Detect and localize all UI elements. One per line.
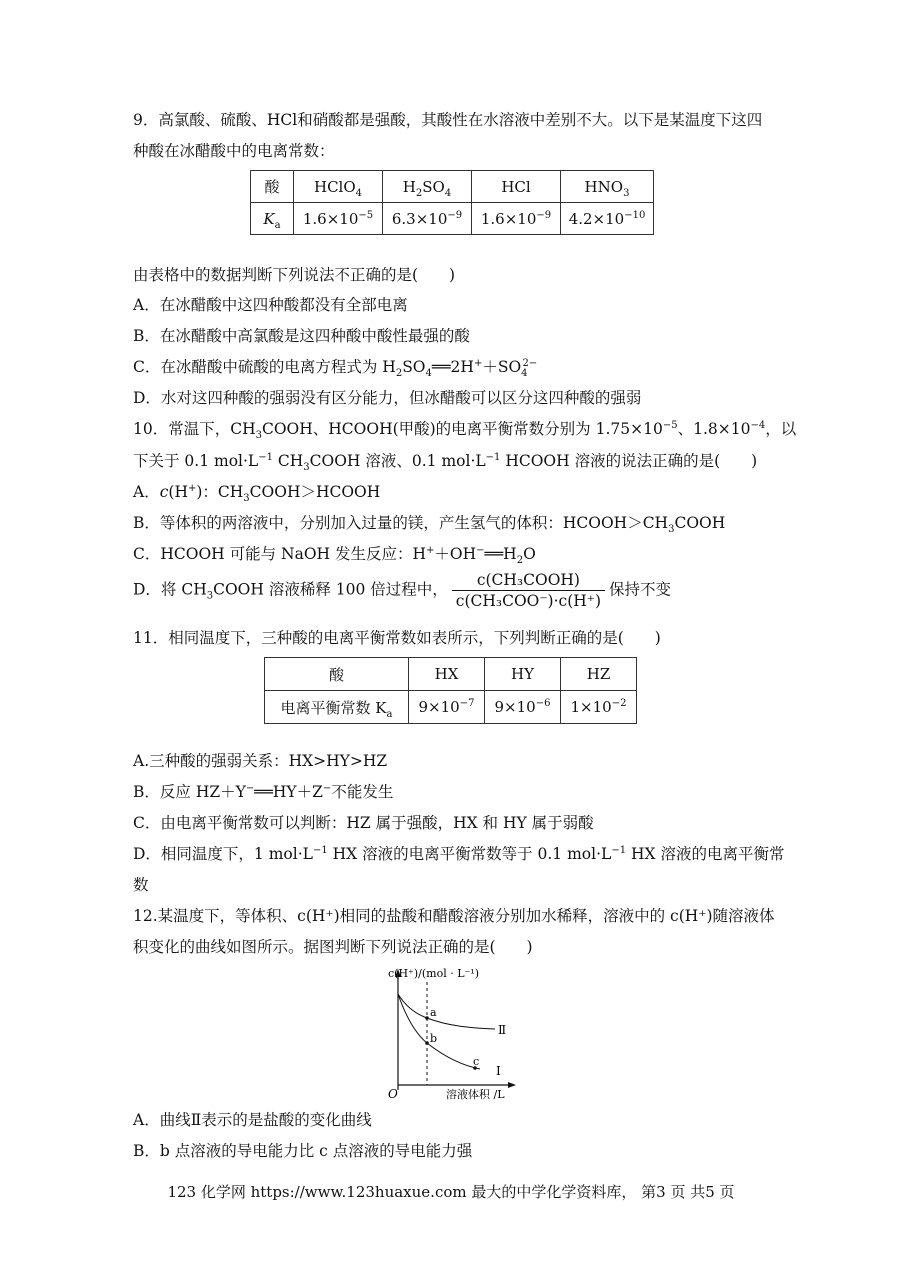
y-axis-label: c(H⁺)/(mol · L⁻¹) [388, 967, 480, 980]
text: ＋SO [482, 358, 522, 376]
q10-stem-line2 [133, 451, 758, 474]
q11-option-b [133, 782, 393, 802]
text: )：CH [196, 483, 244, 501]
sub: 2 [395, 368, 403, 380]
sub: 3 [206, 590, 214, 602]
curve-ii [398, 994, 495, 1029]
table-cell [383, 203, 472, 235]
point-a-marker [425, 1016, 429, 1020]
q9-option-b: B．在冰醋酸中高氯酸是这四种酸中酸性最强的酸 [133, 327, 470, 345]
cell-text: K [263, 209, 275, 228]
q9-stem-line2: 种酸在冰醋酸中的电离常数： [133, 142, 335, 160]
q9-option-a: A．在冰醋酸中这四种酸都没有全部电离 [133, 296, 408, 314]
sup: −5 [662, 419, 678, 431]
table-row [251, 171, 654, 203]
fraction-denominator: c(CH₃COO⁻)·c(H⁺) [455, 592, 602, 610]
sup: − [476, 544, 485, 556]
table-cell [472, 171, 561, 203]
origin-label: O [388, 1087, 398, 1101]
q11-option-d-line2: 数 [133, 876, 149, 894]
cell-sub: 2 [415, 187, 423, 199]
text: D．将 CH [133, 580, 207, 599]
x-axis-arrow [508, 1082, 516, 1088]
table-cell [472, 203, 561, 235]
table-row [265, 658, 637, 691]
sup: − [245, 782, 255, 794]
table-cell [265, 691, 409, 724]
cell-text: 9×10 [494, 698, 536, 716]
table-row [251, 203, 654, 235]
q9-stem-line1: 9．高氯酸、硫酸、HCl和硝酸都是强酸，其酸性在水溶液中差别不大。以下是某温度下这四 [133, 111, 763, 129]
cell-text: HClO [313, 177, 356, 196]
q11-option-c: C．由电离平衡常数可以判断：HZ 属于强酸，HX 和 HY 属于弱酸 [133, 814, 594, 832]
table-cell: HX [409, 658, 485, 691]
q11-stem: 11．相同温度下，三种酸的电离平衡常数如表所示，下列判断正确的是( ) [133, 629, 661, 647]
table-cell [485, 691, 561, 724]
sup: −1 [485, 451, 501, 463]
q9-table [250, 170, 654, 235]
cell-text: 1.6×10 [480, 209, 537, 228]
sub: 4 [521, 368, 528, 380]
cell-text: 1.6×10 [302, 209, 359, 228]
text: COOH 溶液、0.1 mol·L [309, 452, 486, 470]
text: ══2H [431, 358, 474, 376]
sub: 3 [255, 430, 262, 442]
q12-stem-line1: 12.某温度下，等体积、c(H⁺)相同的盐酸和醋酸溶液分别加水稀释，溶液中的 c(H⁺)随溶液体 [133, 907, 775, 925]
text: B．反应 HZ＋Y [133, 783, 246, 801]
sup: − [322, 782, 332, 794]
sub: 3 [243, 493, 250, 505]
q11-option-d-line1 [133, 844, 784, 864]
text: D．相同温度下，1 mol·L [133, 845, 313, 863]
text: 不能发生 [331, 783, 394, 801]
text: 10．常温下，CH [133, 420, 256, 438]
text: COOH、HCOOH(甲酸)的电离平衡常数分别为 1.75×10 [261, 420, 663, 438]
cell-sup: −10 [624, 209, 646, 221]
table-cell [409, 691, 485, 724]
sup: −1 [611, 844, 627, 856]
sub: 3 [303, 462, 310, 474]
sub: 3 [668, 524, 675, 536]
q10-option-c [133, 544, 536, 567]
text: ══HY＋Z [254, 783, 323, 801]
ratio-fraction [452, 570, 605, 611]
point-a-label: a [430, 1006, 437, 1019]
table-row [265, 691, 637, 724]
table-cell [383, 171, 472, 203]
curve-i [398, 994, 480, 1069]
text: HCOOH 溶液的说法正确的是( ) [500, 452, 758, 470]
text: CH [272, 452, 304, 470]
cell-text: 9×10 [418, 698, 460, 716]
curve-ii-label: Ⅱ [498, 1023, 507, 1037]
text: c [159, 483, 169, 501]
q10-option-b [133, 513, 726, 536]
cell-sup: −9 [536, 209, 552, 221]
cell-sup: −2 [611, 698, 627, 709]
text: HX 溶液的电离平衡常数等于 0.1 mol·L [327, 845, 612, 863]
point-b-marker [425, 1041, 429, 1045]
table-cell: 酸 [265, 658, 409, 691]
q12-option-b: B．b 点溶液的导电能力比 c 点溶液的导电能力强 [133, 1142, 473, 1160]
q11-option-a: A.三种酸的强弱关系：HX>HY>HZ [133, 752, 388, 770]
q10-stem-line1 [133, 419, 797, 442]
cell-text: 1×10 [570, 698, 612, 716]
q9-option-c [133, 357, 538, 380]
q12-option-a: A．曲线Ⅱ表示的是盐酸的变化曲线 [133, 1111, 372, 1129]
cell-text: H [402, 177, 416, 196]
text: ，以 [765, 420, 797, 438]
sup: −1 [312, 844, 328, 856]
sub: 2 [516, 555, 524, 567]
table-cell [561, 691, 637, 724]
cell-text: 6.3×10 [391, 209, 448, 228]
curve-i-label: Ⅰ [496, 1064, 501, 1078]
cell-sup: −9 [447, 209, 463, 221]
cell-text: HCl [501, 177, 531, 196]
table-cell: HY [485, 658, 561, 691]
cell-sub: a [274, 219, 281, 231]
x-axis-label: 溶液体积 /L [446, 1088, 505, 1101]
text: COOH 溶液稀释 100 倍过程中， [213, 580, 448, 599]
text: B．等体积的两溶液中，分别加入过量的镁，产生氢气的体积：HCOOH＞CH [133, 514, 669, 532]
table-cell [561, 171, 654, 203]
cell-text: HNO [584, 177, 624, 196]
text: HX 溶液的电离平衡常 [626, 845, 785, 863]
q10-option-d [133, 570, 671, 611]
sub: 4 [425, 368, 432, 380]
table-cell [561, 203, 654, 235]
sup: + [426, 544, 435, 556]
q11-table [264, 657, 637, 724]
table-cell: 酸 [251, 171, 294, 203]
q9-option-d: D．水对这四种酸的强弱没有区分能力，但冰醋酸可以区分这四种酸的强弱 [133, 389, 642, 407]
text: SO [402, 358, 426, 376]
q12-stem-line2: 积变化的曲线如图所示。据图判断下列说法正确的是( ) [133, 938, 533, 956]
cell-text: SO [422, 177, 445, 196]
dilution-curve-figure [370, 962, 530, 1104]
cell-sub: 4 [444, 187, 452, 199]
cell-sub: a [386, 708, 393, 720]
table-cell [294, 203, 383, 235]
fraction-numerator: c(CH₃COOH) [452, 570, 605, 591]
point-b-label: b [430, 1032, 438, 1045]
cell-sup: −7 [459, 698, 475, 709]
text: ＋OH [434, 545, 477, 563]
q10-option-a [133, 482, 381, 505]
text: 、1.8×10 [677, 420, 751, 438]
cell-text: 4.2×10 [568, 209, 625, 228]
table-cell [294, 171, 383, 203]
cell-sup: −6 [535, 698, 551, 709]
text: ══H [484, 545, 517, 563]
sup: 2− [522, 357, 538, 369]
text: 保持不变 [609, 580, 672, 599]
text: O [523, 545, 536, 563]
point-c-label: c [473, 1055, 480, 1068]
text: C．在冰醋酸中硫酸的电离方程式为 H [133, 358, 396, 376]
text: C．HCOOH 可能与 NaOH 发生反应：H [133, 545, 426, 563]
sup: −4 [750, 419, 766, 431]
cell-text: 电离平衡常数 K [280, 698, 387, 717]
page-footer: 123 化学网 https://www.123huaxue.com 最大的中学化学资料库， 第3 页 共5 页 [167, 1183, 735, 1201]
text: COOH [674, 514, 726, 532]
sup: + [473, 357, 483, 369]
cell-sub: 3 [623, 187, 630, 199]
table-cell [251, 203, 294, 235]
text: A． [133, 483, 160, 501]
cell-sup: −5 [358, 209, 374, 221]
text: COOH＞HCOOH [249, 483, 381, 501]
table-cell: HZ [561, 658, 637, 691]
text: 下关于 0.1 mol·L [133, 452, 259, 470]
q9-prompt: 由表格中的数据判断下列说法不正确的是( ) [133, 266, 456, 284]
sup: −1 [258, 451, 273, 463]
sup: + [187, 482, 197, 494]
cell-sub: 4 [355, 187, 363, 199]
text: (H [168, 483, 188, 501]
